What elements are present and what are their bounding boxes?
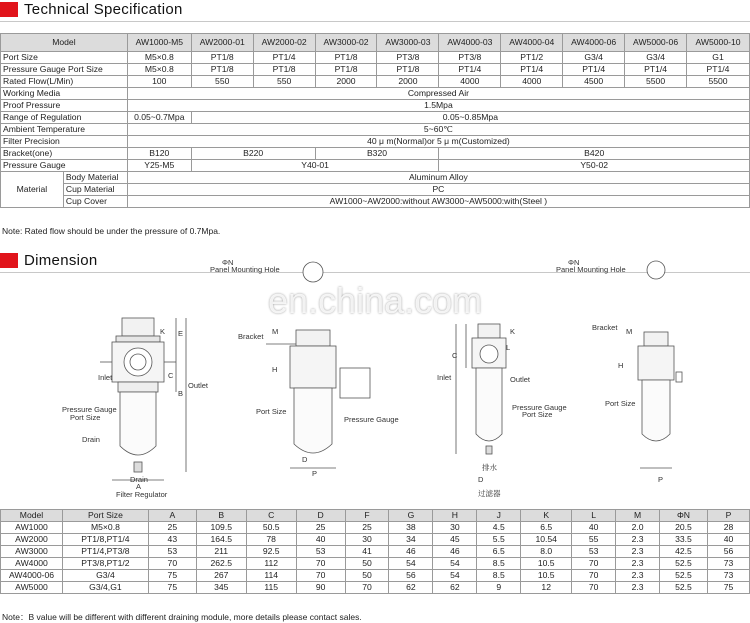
- model-cell: AW1000-M5: [127, 34, 191, 52]
- row-label: Ambient Temperature: [1, 124, 128, 136]
- dim-d: D: [302, 455, 308, 464]
- model-cell: AW4000-04: [501, 34, 563, 52]
- spec-cell: G3/4: [625, 52, 687, 64]
- spec-cell: PT1/4: [625, 64, 687, 76]
- cup-material-row: [1, 184, 750, 196]
- label-phin-2: ΦN: [568, 258, 580, 267]
- spec-cell: PT1/4: [439, 64, 501, 76]
- spec-cell: B320: [315, 148, 439, 160]
- label-pressure-gauge-2: Pressure Gauge: [344, 415, 399, 424]
- dim-cell: 9: [477, 582, 521, 594]
- dim-cell: PT1/4,PT3/8: [62, 546, 148, 558]
- dim-cell: 45: [433, 534, 477, 546]
- dimension-title: Dimension: [24, 252, 98, 269]
- dim-cell: 8.0: [521, 546, 572, 558]
- dim-cell: 54: [433, 570, 477, 582]
- table-row: [1, 582, 750, 594]
- dim-header-cell: F: [345, 510, 389, 522]
- spec-cell: PT3/8: [439, 52, 501, 64]
- dim-cell: 262.5: [196, 558, 246, 570]
- dim-cell: 112: [246, 558, 296, 570]
- dim-cell: 75: [148, 582, 196, 594]
- dim-k-1: K: [160, 327, 166, 336]
- dim-cell: AW4000: [1, 558, 63, 570]
- spec-cell: Y25-M5: [127, 160, 191, 172]
- spec-cell: 2000: [315, 76, 377, 88]
- spec-cell: 4000: [439, 76, 501, 88]
- dim-cell: 33.5: [660, 534, 708, 546]
- model-cell: AW4000-06: [563, 34, 625, 52]
- dim-cell: 6.5: [477, 546, 521, 558]
- spec-cell: 2000: [377, 76, 439, 88]
- dim-cell: 75: [148, 570, 196, 582]
- row-label: Cup Cover: [63, 196, 127, 208]
- red-square-icon: [0, 2, 18, 17]
- label-outlet-3: Outlet: [510, 375, 531, 384]
- row-label: Body Material: [63, 172, 127, 184]
- spec-cell: PC: [127, 184, 749, 196]
- dim-c: C: [168, 371, 174, 380]
- dim-header-cell: K: [521, 510, 572, 522]
- working-media-row: [1, 88, 750, 100]
- dim-cell: 70: [296, 558, 345, 570]
- dim-e: E: [178, 329, 184, 338]
- label-outlet: Outlet: [188, 381, 209, 390]
- label-inlet: Inlet: [98, 373, 113, 382]
- dim-cell: 12: [521, 582, 572, 594]
- dim-cell: 46: [389, 546, 433, 558]
- dim-cell: 5.5: [477, 534, 521, 546]
- dim-cell: 10.5: [521, 558, 572, 570]
- gauge-row: [1, 160, 750, 172]
- dim-cell: 50: [345, 558, 389, 570]
- spec-cell: PT1/4: [687, 64, 750, 76]
- bracket-row: [1, 148, 750, 160]
- spec-cell: PT1/8: [377, 64, 439, 76]
- ambient-row: [1, 124, 750, 136]
- spec-note: Note: Rated flow should be under the pressure of 0.7Mpa.: [2, 226, 221, 236]
- spec-cell: 1.5Mpa: [127, 100, 749, 112]
- table-row: [1, 546, 750, 558]
- row-label: Bracket(one): [1, 148, 128, 160]
- table-row: [1, 534, 750, 546]
- spec-cell: PT1/2: [501, 52, 563, 64]
- spec-cell: 5500: [625, 76, 687, 88]
- dim-header-cell: B: [196, 510, 246, 522]
- spec-cell: M5×0.8: [127, 64, 191, 76]
- dim-cell: 267: [196, 570, 246, 582]
- dim-header-cell: J: [477, 510, 521, 522]
- spec-cell: G3/4: [563, 52, 625, 64]
- dim-header-cell: Port Size: [62, 510, 148, 522]
- rated-flow-row: [1, 76, 750, 88]
- gauge-port-row: [1, 64, 750, 76]
- dim-cell: G3/4: [62, 570, 148, 582]
- dim-cell: 50.5: [246, 522, 296, 534]
- row-label: Proof Pressure: [1, 100, 128, 112]
- label-port-size-3: Port Size: [522, 410, 553, 419]
- dim-p-4: P: [658, 475, 664, 484]
- regulation-row: [1, 112, 750, 124]
- body-material-row: [1, 172, 750, 184]
- dim-cell: 2.3: [616, 570, 660, 582]
- spec-cell: 0.05~0.7Mpa: [127, 112, 191, 124]
- dim-cell: 53: [296, 546, 345, 558]
- dim-cell: 8.5: [477, 570, 521, 582]
- spec-cell: PT1/8: [315, 64, 377, 76]
- dim-header-cell: M: [616, 510, 660, 522]
- spec-cell: G1: [687, 52, 750, 64]
- label-filter-regulator: Filter Regulator: [116, 490, 168, 499]
- dim-cell: AW2000: [1, 534, 63, 546]
- dim-cell: 70: [572, 582, 616, 594]
- dim-header-cell: L: [572, 510, 616, 522]
- label-pressure-gauge-3: Pressure Gauge: [512, 403, 567, 412]
- spec-cell: Aluminum Alloy: [127, 172, 749, 184]
- dim-header-cell: C: [246, 510, 296, 522]
- dim-h-4: H: [618, 361, 624, 370]
- label-filter-cn: 过滤器: [478, 489, 501, 498]
- dim-cell: 109.5: [196, 522, 246, 534]
- dim-cell: 25: [148, 522, 196, 534]
- dim-cell: 70: [572, 558, 616, 570]
- dim-header-cell: ΦN: [660, 510, 708, 522]
- dim-cell: 62: [389, 582, 433, 594]
- dim-cell: 115: [246, 582, 296, 594]
- spec-cell: 100: [127, 76, 191, 88]
- table-row: [1, 570, 750, 582]
- dim-cell: 25: [296, 522, 345, 534]
- table-row: [1, 558, 750, 570]
- dim-cell: 20.5: [660, 522, 708, 534]
- dim-cell: AW4000-06: [1, 570, 63, 582]
- spec-cell: 4000: [501, 76, 563, 88]
- label-inlet-3: Inlet: [437, 373, 452, 382]
- model-cell: AW3000-03: [377, 34, 439, 52]
- dim-m-4: M: [626, 327, 633, 336]
- model-cell: AW5000-06: [625, 34, 687, 52]
- row-label: Rated Flow(L/Min): [1, 76, 128, 88]
- label-panel-mount: Panel Mounting Hole: [210, 265, 280, 274]
- row-label: Cup Material: [63, 184, 127, 196]
- dim-cell: 28: [707, 522, 749, 534]
- dim-cell: AW1000: [1, 522, 63, 534]
- spec-cell: 5500: [687, 76, 750, 88]
- model-cell: AW5000-10: [687, 34, 750, 52]
- drawing-front-view: [100, 318, 186, 480]
- dim-cell: 8.5: [477, 558, 521, 570]
- dim-cell: 62: [433, 582, 477, 594]
- dim-cell: 30: [345, 534, 389, 546]
- spec-cell: B120: [127, 148, 191, 160]
- dim-cell: M5×0.8: [62, 522, 148, 534]
- dim-b: B: [178, 389, 184, 398]
- dim-cell: 2.0: [616, 522, 660, 534]
- spec-cell: PT1/8: [191, 64, 253, 76]
- spec-section-title: [0, 1, 183, 18]
- dim-p: P: [312, 469, 318, 478]
- dim-header-cell: D: [296, 510, 345, 522]
- dim-cell: 114: [246, 570, 296, 582]
- dim-cell: 52.5: [660, 558, 708, 570]
- label-bracket-4: Bracket: [592, 323, 618, 332]
- dim-cell: 38: [389, 522, 433, 534]
- dim-cell: 52.5: [660, 582, 708, 594]
- dim-cell: PT3/8,PT1/2: [62, 558, 148, 570]
- dim-cell: G3/4,G1: [62, 582, 148, 594]
- dim-cell: 10.5: [521, 570, 572, 582]
- spec-cell: 4500: [563, 76, 625, 88]
- spec-cell: Y40-01: [191, 160, 439, 172]
- dim-cell: 56: [707, 546, 749, 558]
- dim-cell: 43: [148, 534, 196, 546]
- dim-cell: 52.5: [660, 570, 708, 582]
- spec-cell: PT1/8: [191, 52, 253, 64]
- dim-m: M: [272, 327, 279, 336]
- row-label: Filter Precision: [1, 136, 128, 148]
- dim-cell: 75: [707, 582, 749, 594]
- dim-cell: 2.3: [616, 546, 660, 558]
- dim-cell: 50: [345, 570, 389, 582]
- dim-d-3: D: [478, 475, 484, 484]
- dim-cell: 55: [572, 534, 616, 546]
- label-pressure-gauge: Pressure Gauge: [62, 405, 117, 414]
- dim-cell: 70: [148, 558, 196, 570]
- dim-cell: 40: [296, 534, 345, 546]
- spec-cell: PT3/8: [377, 52, 439, 64]
- dim-cell: 10.54: [521, 534, 572, 546]
- model-cell: AW4000-03: [439, 34, 501, 52]
- dim-cell: 54: [389, 558, 433, 570]
- model-cell: AW2000-02: [253, 34, 315, 52]
- dim-header-cell: Model: [1, 510, 63, 522]
- label-panel-mount-2: Panel Mounting Hole: [556, 265, 626, 274]
- label-bracket: Bracket: [238, 332, 264, 341]
- dim-cell: 73: [707, 570, 749, 582]
- spec-cell: 0.05~0.85Mpa: [191, 112, 749, 124]
- dimension-note: Note：B value will be different with different draining module, more details please contact sales.: [2, 612, 362, 622]
- dim-l: L: [506, 343, 511, 352]
- dim-cell: 211: [196, 546, 246, 558]
- row-label: Port Size: [1, 52, 128, 64]
- dim-cell: 345: [196, 582, 246, 594]
- dim-cell: 46: [433, 546, 477, 558]
- dim-cell: 2.3: [616, 582, 660, 594]
- dim-cell: 53: [148, 546, 196, 558]
- spec-cell: Compressed Air: [127, 88, 749, 100]
- spec-cell: PT1/4: [501, 64, 563, 76]
- spec-cell: B420: [439, 148, 750, 160]
- spec-cell: PT1/8: [253, 64, 315, 76]
- drawing-side-right: [638, 261, 682, 468]
- dim-cell: 70: [572, 570, 616, 582]
- dim-cell: 2.3: [616, 558, 660, 570]
- label-port-size: Port Size: [70, 413, 101, 422]
- spec-cell: 5~60℃: [127, 124, 749, 136]
- watermark: en.china.com: [268, 280, 483, 321]
- dim-header-cell: P: [707, 510, 749, 522]
- dim-cell: 6.5: [521, 522, 572, 534]
- spec-cell: 40 μ m(Normal)or 5 μ m(Customized): [127, 136, 749, 148]
- dim-c-3: C: [452, 351, 458, 360]
- divider: [0, 21, 750, 22]
- row-label: Pressure Gauge: [1, 160, 128, 172]
- model-header-cell: Model: [1, 34, 128, 52]
- dim-cell: PT1/8,PT1/4: [62, 534, 148, 546]
- cup-cover-row: [1, 196, 750, 208]
- dim-k-3: K: [510, 327, 516, 336]
- row-label: Range of Regulation: [1, 112, 128, 124]
- dim-cell: 56: [389, 570, 433, 582]
- dim-cell: 30: [433, 522, 477, 534]
- dim-header-row: [1, 510, 750, 522]
- dim-cell: 42.5: [660, 546, 708, 558]
- dimension-table: [0, 509, 750, 594]
- spec-table: [0, 33, 750, 208]
- spec-cell: PT1/8: [315, 52, 377, 64]
- dim-cell: 54: [433, 558, 477, 570]
- spec-header-row: [1, 34, 750, 52]
- spec-cell: 550: [191, 76, 253, 88]
- spec-cell: AW1000~AW2000:without AW3000~AW5000:with(Steel ): [127, 196, 749, 208]
- dim-cell: 78: [246, 534, 296, 546]
- dim-cell: 2.3: [616, 534, 660, 546]
- dim-cell: 70: [345, 582, 389, 594]
- spec-cell: 550: [253, 76, 315, 88]
- dim-cell: 40: [572, 522, 616, 534]
- row-label: Working Media: [1, 88, 128, 100]
- label-drain: Drain: [82, 435, 100, 444]
- dim-cell: 25: [345, 522, 389, 534]
- dim-cell: 53: [572, 546, 616, 558]
- spec-cell: B220: [191, 148, 315, 160]
- dim-cell: 92.5: [246, 546, 296, 558]
- dim-cell: 34: [389, 534, 433, 546]
- model-cell: AW2000-01: [191, 34, 253, 52]
- model-cell: AW3000-02: [315, 34, 377, 52]
- spec-cell: M5×0.8: [127, 52, 191, 64]
- dim-cell: 41: [345, 546, 389, 558]
- label-drain-cn: 排水: [482, 463, 497, 472]
- spec-cell: PT1/4: [563, 64, 625, 76]
- label-drain-bottom: Drain: [130, 475, 148, 484]
- port-size-row: [1, 52, 750, 64]
- dim-a: A: [136, 482, 142, 491]
- spec-title: Technical Specification: [24, 1, 183, 18]
- dim-cell: 70: [296, 570, 345, 582]
- proof-pressure-row: [1, 100, 750, 112]
- spec-cell: PT1/4: [253, 52, 315, 64]
- dim-h: H: [272, 365, 278, 374]
- material-label: Material: [1, 172, 64, 208]
- dim-header-cell: H: [433, 510, 477, 522]
- dim-cell: 90: [296, 582, 345, 594]
- dim-cell: 4.5: [477, 522, 521, 534]
- drawing-small-front: [456, 324, 506, 454]
- dim-header-cell: G: [389, 510, 433, 522]
- dim-cell: 40: [707, 534, 749, 546]
- row-label: Pressure Gauge Port Size: [1, 64, 128, 76]
- dim-cell: AW5000: [1, 582, 63, 594]
- spec-cell: Y50-02: [439, 160, 750, 172]
- dim-cell: AW3000: [1, 546, 63, 558]
- label-port-size-2: Port Size: [256, 407, 287, 416]
- table-row: [1, 522, 750, 534]
- filter-row: [1, 136, 750, 148]
- dim-cell: 73: [707, 558, 749, 570]
- label-phin: ΦN: [222, 258, 234, 267]
- label-port-size-4: Port Size: [605, 399, 636, 408]
- dim-header-cell: A: [148, 510, 196, 522]
- dim-cell: 164.5: [196, 534, 246, 546]
